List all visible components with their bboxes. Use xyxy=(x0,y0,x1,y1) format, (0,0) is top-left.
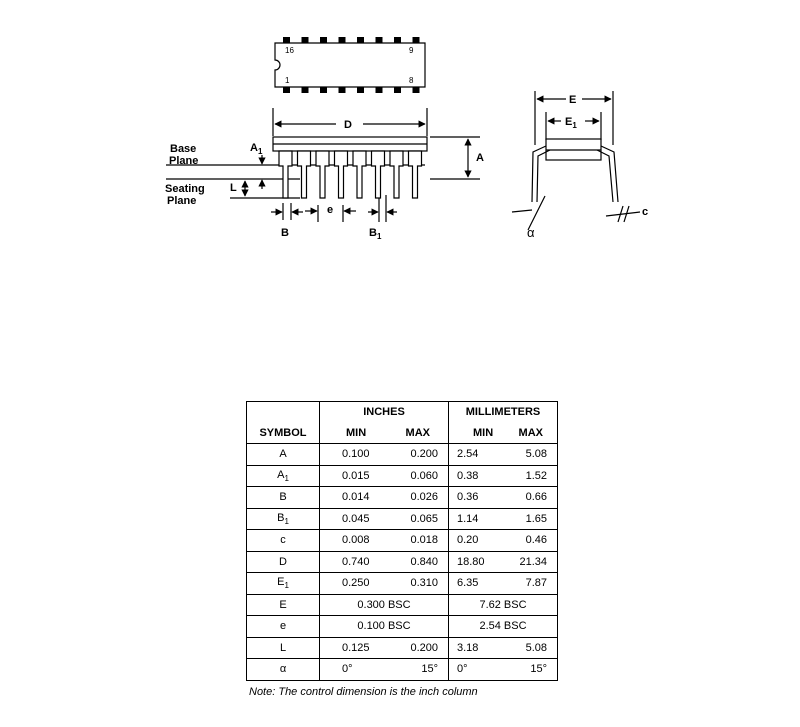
side-lead xyxy=(335,151,348,198)
mm-cell: 3.18 5.08 xyxy=(449,637,558,659)
side-lead xyxy=(409,151,422,198)
base-plane-label-2: Plane xyxy=(169,155,199,167)
inches-cell: 0.740 0.840 xyxy=(320,551,449,573)
dim-a-label: A xyxy=(476,152,484,164)
table-row xyxy=(247,530,558,552)
table-row xyxy=(247,616,558,638)
mm-cell: 2.54 BSC xyxy=(449,616,558,638)
symbol-cell: B xyxy=(247,487,320,509)
mm-cell: 18.80 21.34 xyxy=(449,551,558,573)
mm-cell: 0° 15° xyxy=(449,659,558,681)
base-plane-label-1: Base xyxy=(170,143,197,155)
mm-cell: 0.38 1.52 xyxy=(449,465,558,487)
dim-e-width-label: E xyxy=(569,94,577,106)
inches-cell: 0.008 0.018 xyxy=(320,530,449,552)
side-lead xyxy=(316,151,329,198)
seating-plane-label-1: Seating xyxy=(165,183,205,195)
dim-a1-label: $A_1$ xyxy=(250,142,263,156)
table-row xyxy=(247,573,558,595)
table-row xyxy=(247,444,558,466)
table-row xyxy=(247,594,558,616)
table-note: Note: The control dimension is the inch column xyxy=(249,686,478,698)
side-lead xyxy=(390,151,403,198)
dim-e-pitch-label: e xyxy=(327,204,334,216)
symbol-cell: α xyxy=(247,659,320,681)
dim-b1-label: $B_1$ xyxy=(369,227,382,241)
mm-cell: 2.54 5.08 xyxy=(449,444,558,466)
side-lead xyxy=(298,151,311,198)
inches-cell: 0.125 0.200 xyxy=(320,637,449,659)
symbol-cell: L xyxy=(247,637,320,659)
table-row xyxy=(247,487,558,509)
inches-header: INCHES xyxy=(320,402,449,423)
symbol-cell: $B_1$ xyxy=(247,508,320,530)
inches-cell: 0° 15° xyxy=(320,659,449,681)
top-view xyxy=(275,37,425,93)
millimeters-header: MILLIMETERS xyxy=(465,406,541,419)
dim-b-label: B xyxy=(281,227,289,239)
mm-cell: 1.14 1.65 xyxy=(449,508,558,530)
mm-cell: 0.36 0.66 xyxy=(449,487,558,509)
side-lead xyxy=(279,151,292,198)
dim-d-label: D xyxy=(344,119,352,131)
table-row xyxy=(247,551,558,573)
inches-min-max-header: MIN MAX xyxy=(320,423,449,444)
table-group-header xyxy=(247,402,558,423)
inches-cell: 0.300 BSC xyxy=(320,594,449,616)
pin-1-label: 1 xyxy=(285,76,290,85)
symbol-cell: c xyxy=(247,530,320,552)
mm-cell: 7.62 BSC xyxy=(449,594,558,616)
inches-cell: 0.100 BSC xyxy=(320,616,449,638)
symbol-cell: $E_1$ xyxy=(247,573,320,595)
dim-c-label: c xyxy=(642,206,649,218)
inches-cell: 0.014 0.026 xyxy=(320,487,449,509)
mm-cell: 0.20 0.46 xyxy=(449,530,558,552)
side-leads xyxy=(279,151,422,198)
symbol-cell: e xyxy=(247,616,320,638)
table-row xyxy=(247,637,558,659)
symbol-cell: E xyxy=(247,594,320,616)
seating-plane-label-2: Plane xyxy=(167,195,197,207)
inches-cell: 0.250 0.310 xyxy=(320,573,449,595)
pin-9-label: 9 xyxy=(409,46,414,55)
symbol-cell: D xyxy=(247,551,320,573)
table-row xyxy=(247,465,558,487)
dim-l-label: L xyxy=(230,182,237,194)
pin-8-label: 8 xyxy=(409,76,414,85)
end-view xyxy=(512,91,640,230)
table-row xyxy=(247,659,558,681)
pin-16-label: 16 xyxy=(285,46,294,55)
symbol-cell: A xyxy=(247,444,320,466)
dimension-table xyxy=(246,401,558,681)
table-row xyxy=(247,508,558,530)
inches-cell: 0.045 0.065 xyxy=(320,508,449,530)
symbol-header: SYMBOL xyxy=(247,402,320,444)
dim-e1-label: $E_1$ xyxy=(565,116,577,130)
side-lead xyxy=(353,151,366,198)
inches-cell: 0.100 0.200 xyxy=(320,444,449,466)
symbol-cell: $A_1$ xyxy=(247,465,320,487)
side-lead xyxy=(372,151,385,198)
dim-alpha-label: α xyxy=(527,225,535,240)
inches-cell: 0.015 0.060 xyxy=(320,465,449,487)
mm-min-max-header: MIN MAX xyxy=(473,426,543,439)
mm-cell: 6.35 7.87 xyxy=(449,573,558,595)
